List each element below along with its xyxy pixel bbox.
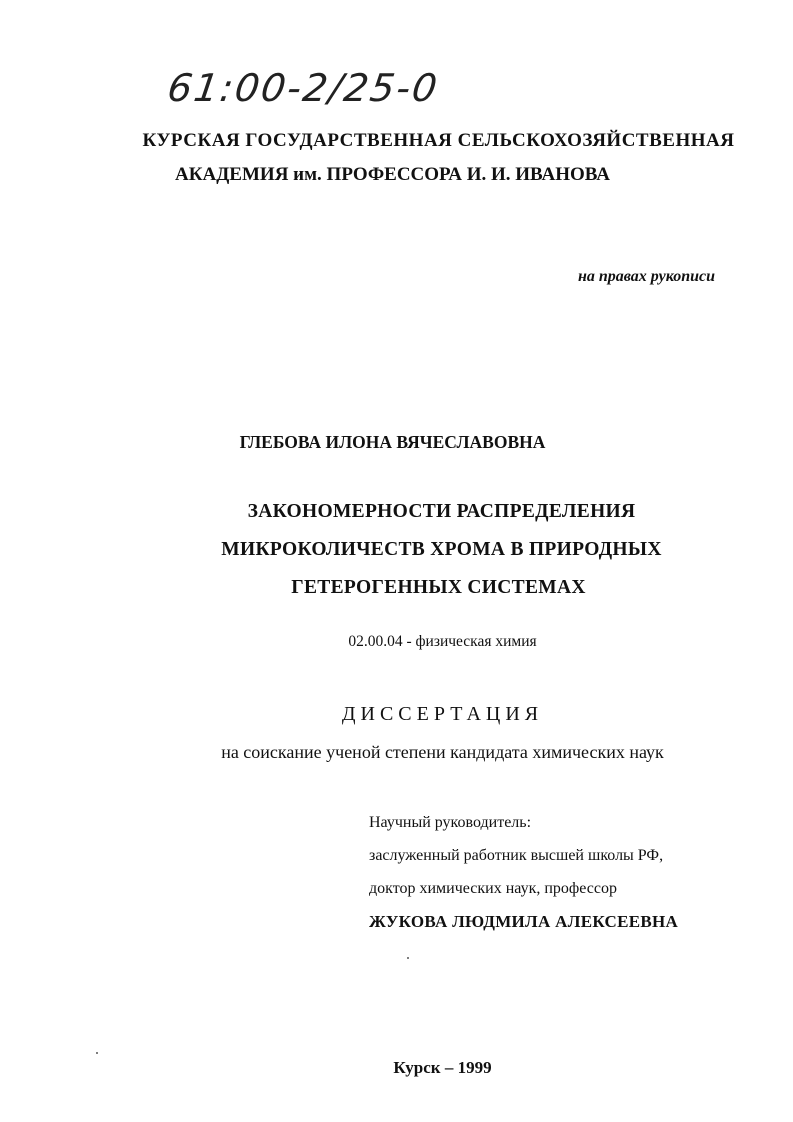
thesis-title-line-1: ЗАКОНОМЕРНОСТИ РАСПРЕДЕЛЕНИЯ	[247, 501, 636, 522]
thesis-title-line-3: ГЕТЕРОГЕННЫХ СИСТЕМАХ	[291, 577, 586, 598]
supervisor-title-1: заслуженный работник высшей школы РФ,	[369, 847, 664, 864]
institution-line-1: КУРСКАЯ ГОСУДАРСТВЕННАЯ СЕЛЬСКОХОЗЯЙСТВЕННАЯ	[142, 130, 735, 151]
supervisor-name: ЖУКОВА ЛЮДМИЛА АЛЕКСЕЕВНА	[369, 912, 679, 931]
manuscript-note: на правах рукописи	[577, 268, 715, 285]
institution-line-2: АКАДЕМИЯ им. ПРОФЕССОРА И. И. ИВАНОВА	[175, 164, 610, 185]
city-year: Курск – 1999	[393, 1058, 492, 1077]
supervisor-title-2: доктор химических наук, профессор	[369, 880, 617, 897]
degree-line: на соискание ученой степени кандидата химических наук	[221, 742, 664, 762]
scan-speck	[407, 957, 409, 959]
handwritten-catalog-number: 61:00-2/25-0	[164, 66, 442, 110]
document-type: ДИССЕРТАЦИЯ	[341, 703, 544, 725]
scan-speck	[96, 1052, 98, 1054]
author-name: ГЛЕБОВА ИЛОНА ВЯЧЕСЛАВОВНА	[239, 432, 546, 452]
supervisor-label: Научный руководитель:	[369, 814, 532, 831]
specialty-code: 02.00.04 - физическая химия	[348, 633, 537, 650]
thesis-title-line-2: МИКРОКОЛИЧЕСТВ ХРОМА В ПРИРОДНЫХ	[221, 539, 662, 560]
